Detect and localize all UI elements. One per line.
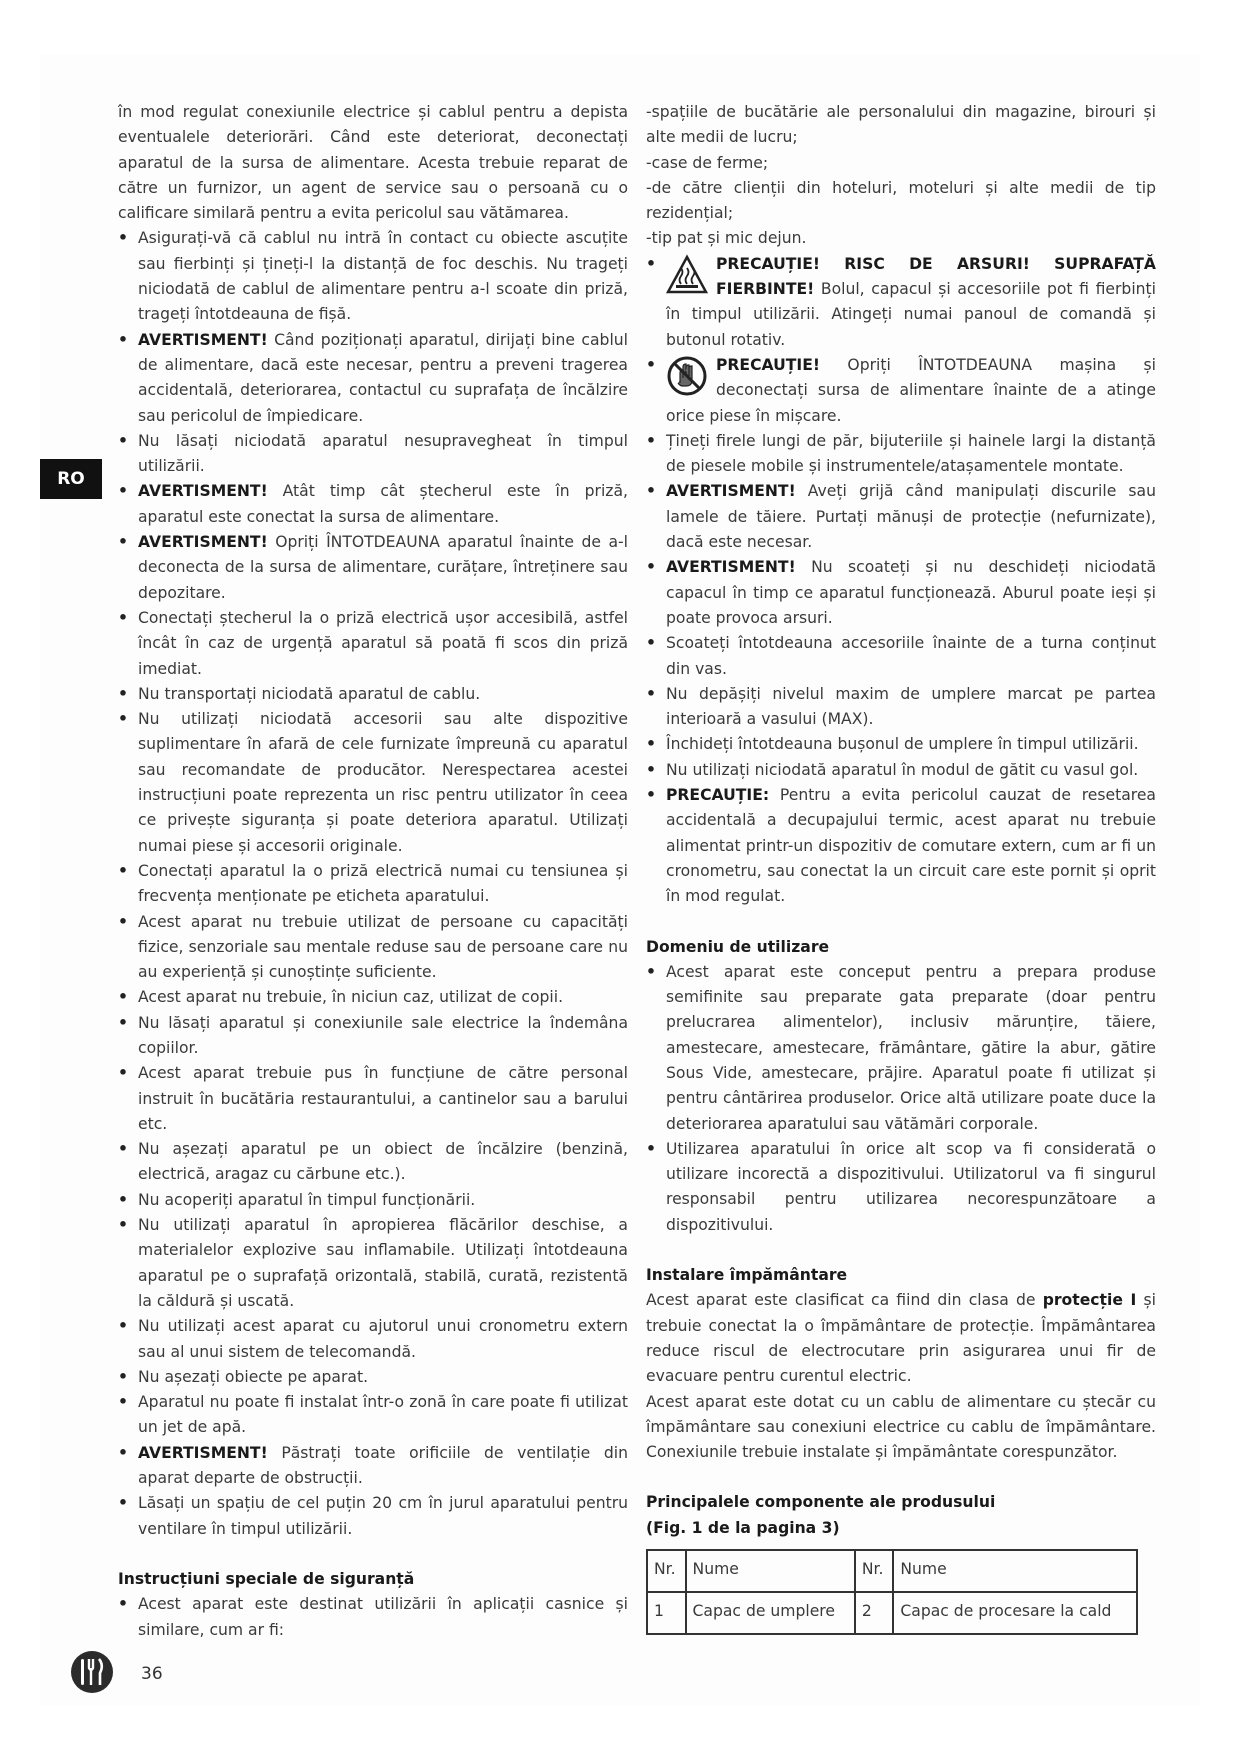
bullet-text: Acest aparat nu trebuie, în niciun caz, utilizat de copii. [138, 988, 564, 1007]
paragraph: -de către clienții din hoteluri, moteluri și alte medii de tip rezidențial; [646, 178, 1156, 223]
bullet-text: Nu depășiți nivelul maxim de umplere marcat pe partea interioară a vasului (MAX). [666, 684, 1156, 729]
table-header-cell: Nume [686, 1550, 855, 1592]
bullet-text: Opriți ÎNTOTDEAUNA aparatul înainte de a-l deconecta de la sursa de alimentare, curățare, întreținere sau depozitare. [138, 533, 628, 602]
warning-label: AVERTISMENT! [666, 482, 796, 501]
bullet-item [118, 1188, 628, 1213]
bullet-text: Pentru a evita pericolul cauzat de resetarea accidentală a decupajului termic, acest aparat nu trebuie alimentat printr-un dispozitiv de comutare extern, cum ar fi un cronometru, sau conectat la un circuit care este pornit și oprit în mod regulat. [666, 786, 1156, 906]
table-cell: Capac de umplere [686, 1592, 855, 1634]
language-tab: RO [40, 459, 102, 499]
section-heading: (Fig. 1 de la pagina 3) [646, 1518, 840, 1537]
bullet-text: Când poziționați aparatul, dirijați bine cablul de alimentare, dacă este necesar, pentru a preveni tragerea accidentală, deteriorarea, contactul cu suprafața de încălzire sau pericolul de împiedicare. [138, 330, 628, 425]
table-header-cell: Nume [893, 1550, 1137, 1592]
components-table [646, 1549, 1138, 1635]
bullet-text: Nu lăsați aparatul și conexiunile sale electrice la îndemâna copiilor. [138, 1013, 628, 1057]
bullet-text: Acest aparat este conceput pentru a prepara produse semifinite sau preparate gata preparate (doar pentru prelucrarea alimentelor), inclusiv mărunțire, tăiere, amestecare, amestecare, frământare, gătire la abur, gătire Sous Vide, amestecare, prăjire. Aparatul poate fi utilizat și pentru cântărirea produselor. Orice altă utilizare poate duce la deteriorarea aparatului sau vătămări corporale. [666, 962, 1156, 1133]
paragraph-text: Acest aparat este clasificat ca fiind din clasa de [646, 1291, 1043, 1310]
bullet-item [118, 1365, 628, 1390]
bullet-item [118, 910, 628, 986]
bullet-item [646, 1137, 1156, 1238]
bullet-text: Atât timp cât ștecherul este în priză, aparatul este conectat la sursa de alimentare. [138, 482, 628, 526]
bullet-item [646, 783, 1156, 909]
bullet-item [118, 1061, 628, 1137]
bullet-item [118, 1137, 628, 1188]
bullet-item [646, 758, 1156, 783]
paragraph [646, 1288, 1156, 1389]
warning-label: AVERTISMENT! [138, 1443, 268, 1462]
paragraph: Acest aparat este dotat cu un cablu de alimentare cu ștecăr cu împământare sau conexiuni electrice cu cablu de împământare. Conexiunile trebuie instalate și împământate corespunzător. [646, 1392, 1156, 1462]
right-column [646, 100, 1156, 1635]
warning-label: AVERTISMENT! [138, 330, 268, 349]
paragraph-text: și trebuie conectat la o împământare de protecție. Împământarea reduce riscul de electrocutare prin asigurarea unui fir de evacuare pentru curentul electric. [646, 1291, 1156, 1386]
bullet-item [118, 1592, 628, 1643]
warning-label: AVERTISMENT! [138, 482, 268, 501]
bullet-item [646, 960, 1156, 1137]
hot-surface-warning-icon [666, 254, 708, 296]
table-row [647, 1592, 1137, 1634]
bullet-item [646, 479, 1156, 555]
bullet-item [646, 631, 1156, 682]
bullet-text: Acest aparat trebuie pus în funcțiune de către personal instruit în bucătăria restaurantului, a cantinelor sau a barului etc. [138, 1064, 628, 1133]
no-touch-warning-icon [666, 355, 708, 397]
bullet-item [646, 353, 1156, 429]
bullet-text: Nu utilizați niciodată accesorii sau alte dispozitive suplimentare în afară de cele furnizate împreună cu aparatul sau recomandate de producător. Nerespectarea acestei instrucțiuni poate reprezenta un risc pentru utilizator în ceea ce privește siguranța și poate deteriora aparatul. Utilizați numai piese și accesorii originale. [138, 710, 628, 855]
bullet-text: Lăsați un spațiu de cel puțin 20 cm în jurul aparatului pentru ventilare în timpul utilizării. [138, 1494, 628, 1538]
bullet-text: Păstrați toate orificiile de ventilație din aparat departe de obstrucții. [138, 1443, 628, 1488]
bullet-text: Scoateți întotdeauna accesoriile înainte de a turna conținut din vas. [666, 634, 1156, 678]
bullet-text: Conectați aparatul la o priză electrică numai cu tensiunea și frecvența menționate pe eticheta aparatului. [138, 861, 628, 906]
bullet-text: Opriți ÎNTOTDEAUNA mașina și deconectați sursa de alimentare înainte de a atinge orice piese în mișcare. [666, 355, 1156, 425]
bullet-text: Aparatul nu poate fi instalat într-o zonă în care poate fi utilizat un jet de apă. [138, 1393, 628, 1437]
bullet-item [646, 555, 1156, 631]
bullet-item [646, 732, 1156, 757]
warning-label: PRECAUȚIE: [666, 786, 770, 805]
bullet-text: Nu lăsați niciodată aparatul nesupravegheat în timpul utilizării. [138, 431, 628, 476]
spacer [646, 1238, 1156, 1263]
bullet-text: Țineți firele lungi de păr, bijuteriile și hainele largi la distanță de piesele mobile și instrumentele/atașamentele montate. [666, 431, 1156, 476]
table-header-cell: Nr. [647, 1550, 686, 1592]
spacer [646, 910, 1156, 935]
bullet-item [118, 1314, 628, 1365]
warning-label: AVERTISMENT! [666, 558, 796, 577]
warning-label: AVERTISMENT! [138, 533, 268, 552]
bullet-item [118, 1491, 628, 1542]
spacer [646, 1465, 1156, 1490]
bullet-text: Nu acoperiți aparatul în timpul funcționării. [138, 1190, 476, 1209]
bullet-text: Nu utilizați aparatul în apropierea flăcărilor deschise, a materialelor explozive sau inflamabile. Utilizați întotdeauna aparatul pe o suprafață orizontală, stabilă, curată, rezistentă la căldură și uscată. [138, 1216, 628, 1310]
bullet-text: Acest aparat nu trebuie utilizat de persoane cu capacități fizice, senzoriale sau mentale reduse sau de persoane care nu au experiență și cunoștințe suficiente. [138, 912, 628, 982]
section-heading: Domeniu de utilizare [646, 937, 830, 956]
bullet-text: Nu utilizați acest aparat cu ajutorul unui cronometru extern sau al unui sistem de telecomandă. [138, 1317, 628, 1361]
bullet-text: Închideți întotdeauna bușonul de umplere în timpul utilizării. [666, 735, 1139, 754]
bullet-item [646, 252, 1156, 353]
spacer [118, 1542, 628, 1567]
bullet-item [646, 429, 1156, 480]
bullet-text: Nu utilizați niciodată aparatul în modul de gătit cu vasul gol. [666, 760, 1139, 779]
paragraph: în mod regulat conexiunile electrice și cablul pentru a depista eventualele deteriorări. Când este deteriorat, deconectați aparatul de la sursa de alimentare. Acesta trebuie reparat de către un furnizor, un agent de service sau o persoană cu o calificare similară pentru a evita pericolul sau vătămarea. [118, 103, 628, 223]
bullet-item [118, 530, 628, 606]
bullet-item [118, 606, 628, 682]
paragraph: -spațiile de bucătărie ale personalului din magazine, birouri și alte medii de lucru; [646, 103, 1156, 147]
left-column [118, 100, 628, 1643]
warning-label: PRECAUȚIE! [716, 355, 820, 374]
section-heading: Instrucțiuni speciale de siguranță [118, 1569, 415, 1588]
bullet-item [118, 479, 628, 530]
bullet-text: Nu transportați niciodată aparatul de cablu. [138, 684, 481, 703]
section-heading: Principalele componente ale produsului [646, 1493, 996, 1512]
bullet-text: Utilizarea aparatului în orice alt scop va fi considerată o utilizare incorectă a dispozitivului. Utilizatorul va fi singurul responsabil pentru utilizarea necorespunzătoare a dispozitivului. [666, 1139, 1156, 1234]
bullet-text: Asigurați-vă că cablul nu intră în contact cu obiecte ascuțite sau fierbinți și țineți-l la distanță de foc deschis. Nu trageți niciodată de cablul de alimentare pentru a-l scoate din priză, trageți întotdeauna de fișă. [138, 229, 628, 324]
table-cell: Capac de procesare la cald [893, 1592, 1137, 1634]
table-cell: 1 [647, 1592, 686, 1634]
cutlery-logo-icon [70, 1650, 114, 1694]
bullet-item [646, 682, 1156, 733]
bullet-item [118, 328, 628, 429]
table-header-cell: Nr. [855, 1550, 894, 1592]
paragraph: -tip pat și mic dejun. [646, 229, 807, 248]
bullet-item [118, 226, 628, 327]
bullet-item [118, 429, 628, 480]
table-cell: 2 [855, 1592, 894, 1634]
bullet-text: Aveți grijă când manipulați discurile sau lamele de tăiere. Purtați mănuși de protecție (nefurnizate), dacă este necesar. [666, 482, 1156, 552]
bullet-item [118, 1390, 628, 1441]
bullet-item [118, 985, 628, 1010]
bullet-item [118, 707, 628, 859]
warning-label: PRECAUȚIE! RISC DE ARSURI! SUPRAFAȚĂ FIERBINTE! [716, 254, 1156, 299]
bullet-text: Nu așezați obiecte pe aparat. [138, 1367, 369, 1386]
bullet-item [118, 1213, 628, 1314]
bullet-text: Nu scoateți și nu deschideți niciodată capacul în timp ce aparatul funcționează. Aburul poate ieși și poate provoca arsuri. [666, 558, 1156, 627]
section-heading: Instalare împământare [646, 1266, 848, 1285]
bullet-item [118, 1441, 628, 1492]
bullet-text: Acest aparat este destinat utilizării în aplicații casnice și similare, cum ar fi: [138, 1595, 628, 1639]
bullet-item [118, 682, 628, 707]
bullet-text: Bolul, capacul și accesoriile pot fi fierbinți în timpul utilizării. Atingeți numai panoul de comandă și butonul rotativ. [666, 280, 1156, 349]
bullet-text: Nu așezați aparatul pe un obiect de încălzire (benzină, electrică, aragaz cu cărbune etc.). [138, 1140, 628, 1184]
emphasis-text: protecție I [1042, 1291, 1137, 1310]
bullet-item [118, 1011, 628, 1062]
bullet-item [118, 859, 628, 910]
table-header-row [647, 1550, 1137, 1592]
paragraph: -case de ferme; [646, 153, 769, 172]
bullet-text: Conectați ștecherul la o priză electrică ușor accesibilă, astfel încât în caz de urgență aparatul să poată fi scos din priză imediat. [138, 608, 628, 678]
page-number: 36 [141, 1664, 163, 1684]
